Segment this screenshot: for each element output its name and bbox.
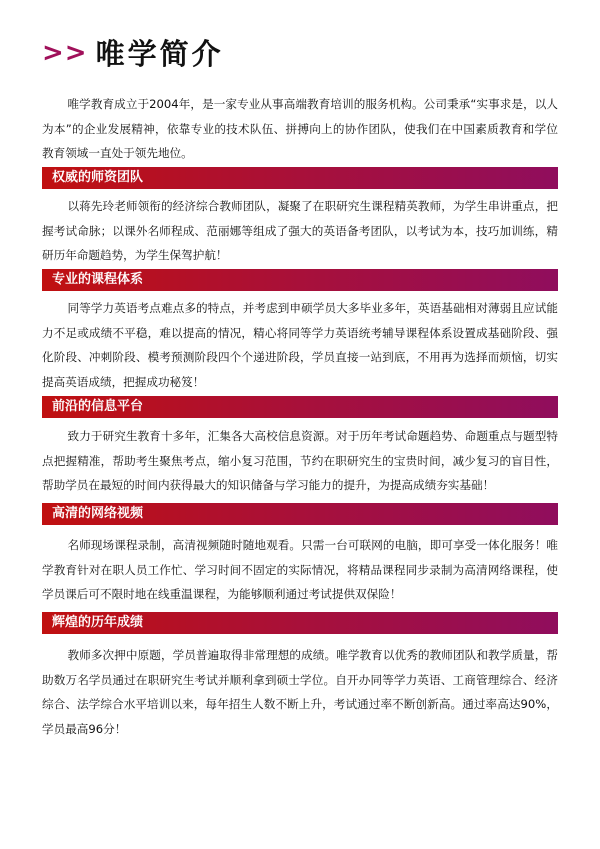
section-body-achievements	[42, 643, 558, 741]
section-header-faculty: 权威的师资团队	[42, 167, 558, 189]
section-paragraph: 名师现场课程录制，高清视频随时随地观看。只需一台可联网的电脑，即可享受一体化服务！唯学教育针对在职人员工作忙、学习时间不固定的实际情况，将精品课程同步录制为高清网络课程，使学员课后可不限时地在线重温课程，为能够顺利通过考试提供双保险！	[42, 538, 558, 601]
section-header-curriculum: 专业的课程体系	[42, 269, 558, 291]
chevron-right-icon: >>	[42, 37, 88, 68]
section-body-faculty	[42, 194, 558, 268]
section-body-video	[42, 533, 558, 607]
intro-paragraph: 唯学教育成立于2004年，是一家专业从事高端教育培训的服务机构。公司秉承“实事求是，以人为本”的企业发展精神，依靠专业的技术队伍、拼搏向上的协作团队，使我们在中国素质教育和学位教育领域一直处于领先地位。	[42, 97, 558, 160]
section-paragraph: 致力于研究生教育十多年，汇集各大高校信息资源。对于历年考试命题趋势、命题重点与题型特点把握精准，帮助考生聚焦考点，缩小复习范围，节约在职研究生的宝贵时间，减少复习的盲目性，帮助学员在最短的时间内获得最大的知识储备与学习能力的提升，为提高成绩夯实基础！	[42, 429, 558, 492]
page-title: 唯学简介	[95, 37, 224, 71]
section-paragraph: 教师多次押中原题，学员普遍取得非常理想的成绩。唯学教育以优秀的教师团队和教学质量，帮助数万名学员通过在职研究生考试并顺利拿到硕士学位。自开办同等学力英语、工商管理综合、经济综合、法学综合水平培训以来，每年招生人数不断上升，考试通过率不断创新高。通过率高达90%，学员最高96分！	[42, 648, 558, 736]
section-header-info-platform: 前沿的信息平台	[42, 396, 558, 418]
section-paragraph: 同等学力英语考点难点多的特点，并考虑到申硕学员大多毕业多年，英语基础相对薄弱且应试能力不足或成绩不平稳，难以提高的情况，精心将同等学力英语统考辅导课程体系设置成基础阶段、强化阶段、冲刺阶段、模考预测阶段四个个递进阶段，学员直接一站到底，不用再为选择而烦恼，切实提高英语成绩，把握成功秘笈！	[42, 301, 558, 389]
intro-section	[42, 92, 558, 166]
section-paragraph: 以蒋先玲老师领衔的经济综合教师团队，凝聚了在职研究生课程精英教师，为学生串讲重点，把握考试命脉；以课外名师程成、范丽娜等组成了强大的英语备考团队，以考试为本，技巧加训练，精研历年命题趋势，为学生保驾护航！	[42, 199, 558, 262]
page-header	[42, 32, 224, 73]
section-header-video: 高清的网络视频	[42, 503, 558, 525]
section-body-info-platform	[42, 424, 558, 498]
section-header-achievements: 辉煌的历年成绩	[42, 612, 558, 634]
section-body-curriculum	[42, 296, 558, 394]
